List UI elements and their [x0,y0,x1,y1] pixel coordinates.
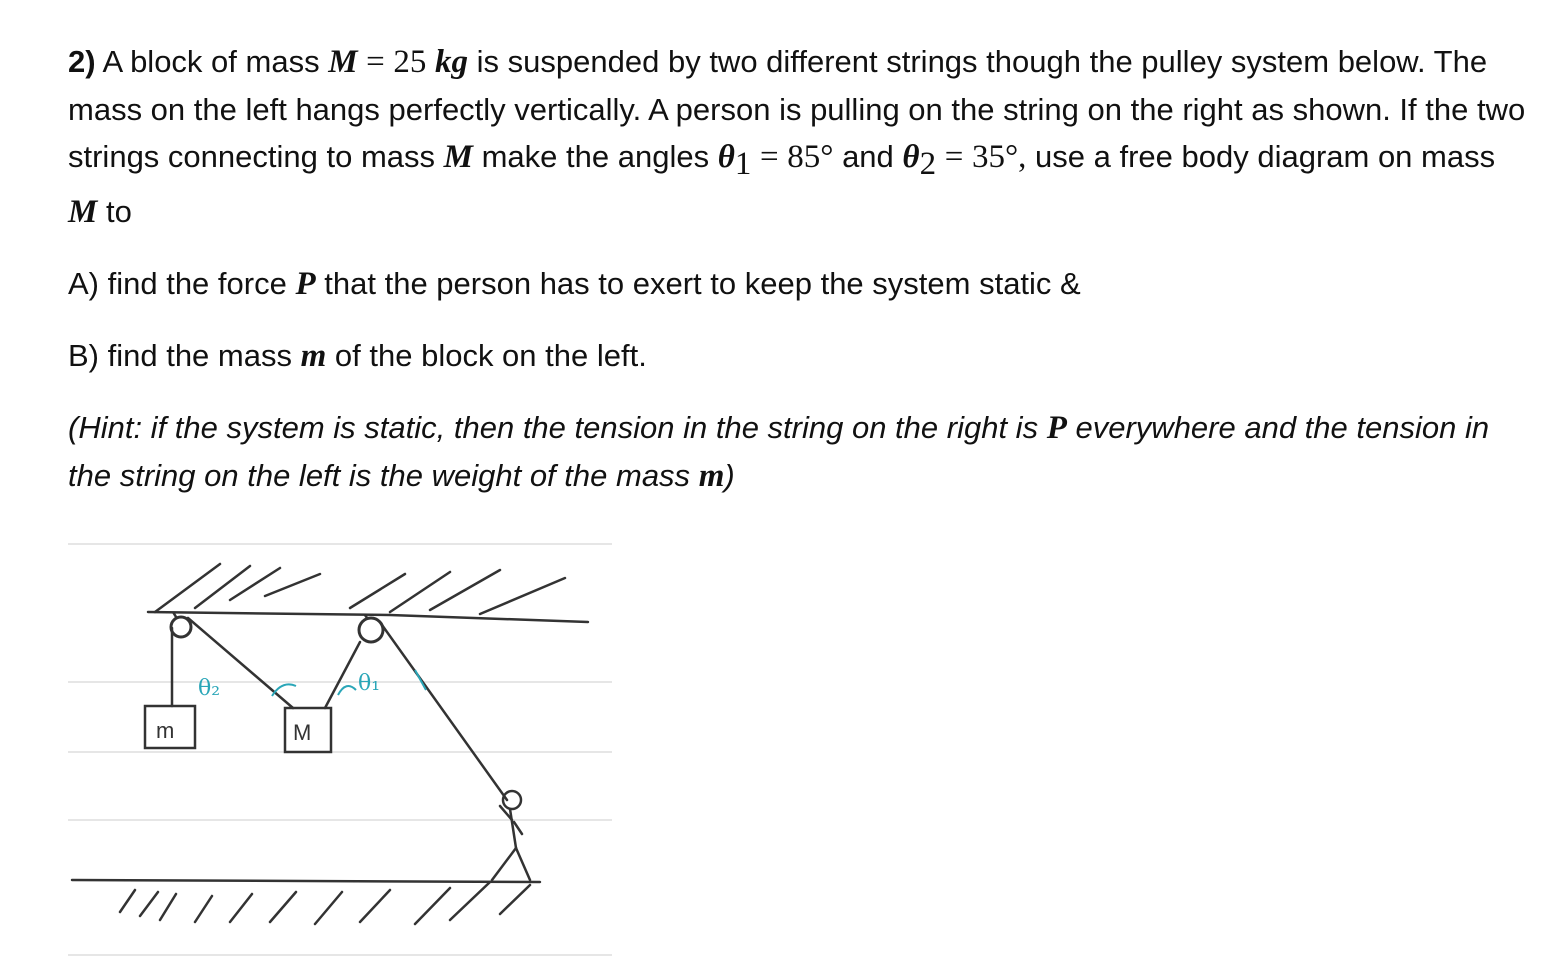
mass-M-symbol-3: M [68,194,98,231]
theta1-label: θ₁ [358,671,381,696]
problem-number: 2) [68,44,96,79]
intro-text-3: make the angles [481,139,710,174]
intro-text-5: to [105,194,132,230]
theta-1-subscript: 1 [734,146,752,183]
force-P-symbol: P [295,266,316,303]
part-a-prefix: A) find the force [68,266,287,302]
hint [68,404,1528,500]
intro-text-2: is suspended by two different strings though the pulley system below. The mass on the left hangs perfectly vertically. A person is pulling on the string on the right as shown. If the two strings connecting to mass [68,44,1526,174]
intro-text-4: use a free body diagram on mass [1035,139,1496,174]
theta-1-value: 85° [787,139,834,175]
part-b-prefix: B) find the mass [68,338,292,374]
theta-2-value: 35°, [971,139,1027,175]
theta-2-symbol: θ [902,139,920,175]
hint-text-1: (Hint: if the system is static, then the tension in the string on the right is [68,410,1039,446]
mass-M-unit: kg [435,44,469,80]
mass-M-symbol: M [328,44,358,80]
intro-text-1: A block of mass [102,44,320,79]
hint-close-paren: ) [724,458,735,494]
floor [72,880,540,924]
part-b-suffix: of the block on the left. [334,338,647,374]
problem-intro [68,38,1528,236]
hint-text-2: everywhere and the tension in the string on the left is the weight of the mass [68,410,1490,494]
ceiling [148,564,588,622]
mass-M-symbol-2: M [443,139,473,175]
right-pulley-icon [359,615,383,642]
hint-P-symbol: P [1046,410,1067,447]
mass-m-symbol: m [300,338,327,375]
theta2-label: θ₂ [198,676,221,701]
part-b [68,332,1528,380]
theta-1-symbol: θ [717,139,735,175]
pulley-diagram [60,530,620,960]
hint-m-symbol: m [698,458,725,495]
problem-statement [68,38,1528,500]
theta-2-subscript: 2 [919,146,937,183]
and-text: and [842,139,894,174]
person-icon [492,791,530,880]
equals-sign-2: = [759,139,779,175]
equals-sign: = [366,44,385,80]
strings [172,618,507,800]
mass-M-value: 25 [393,44,427,80]
left-pulley-icon [171,612,191,637]
left-block-label: m [156,718,175,743]
part-a [68,260,1528,308]
center-block-label: M [293,720,312,745]
equals-sign-3: = [944,139,964,175]
part-a-suffix: that the person has to exert to keep the system static & [324,266,1081,302]
